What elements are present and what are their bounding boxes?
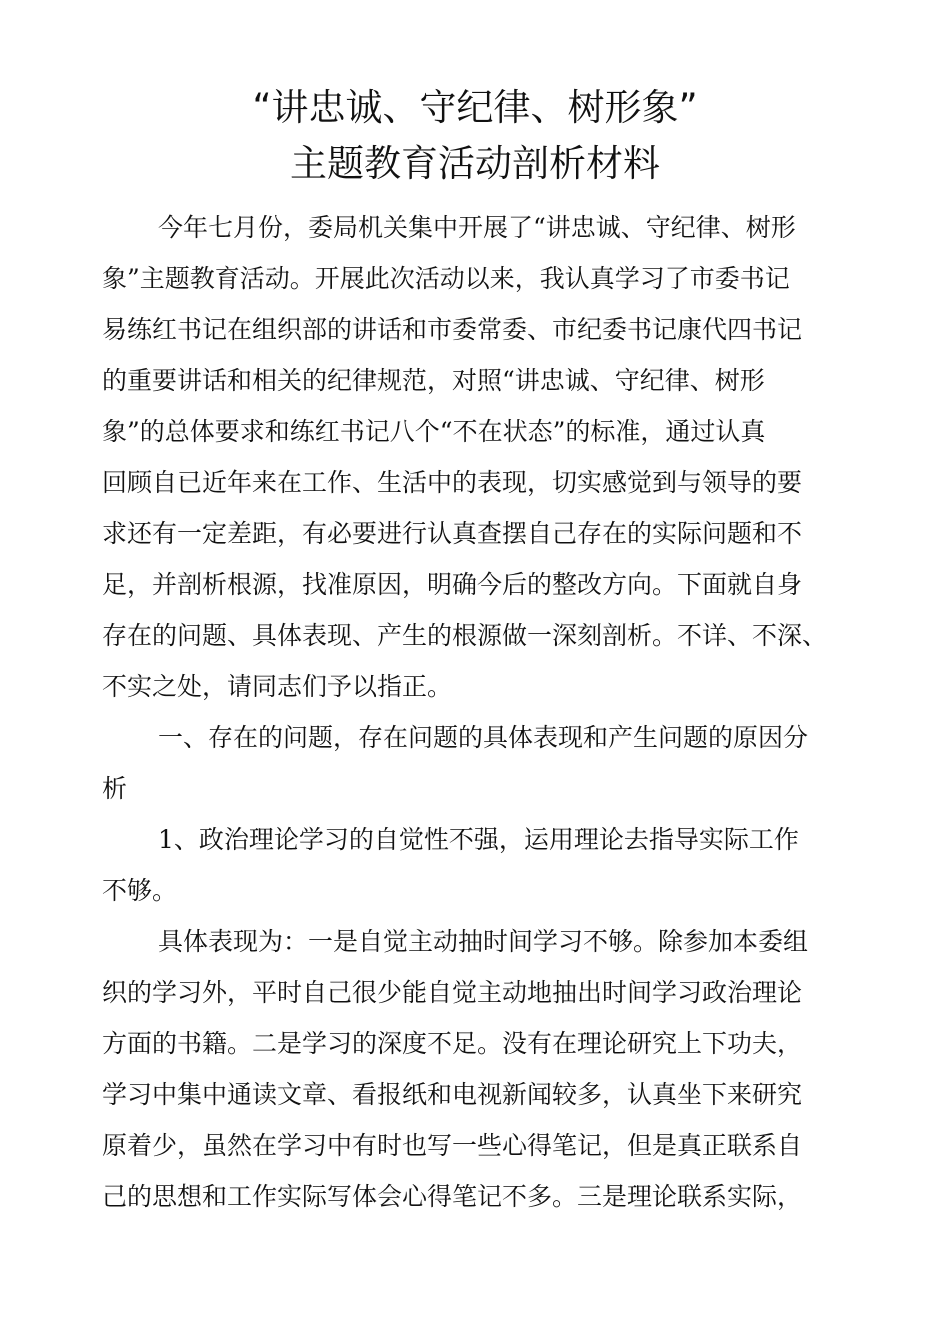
subsection-heading-1: 1、政治理论学习的自觉性不强，运用理论去指导实际工作 <box>158 825 799 854</box>
body-line-2: 象”主题教育活动。开展此次活动以来，我认真学习了市委书记 <box>102 264 790 293</box>
body-line-8: 足，并剖析根源，找准原因，明确今后的整改方向。下面就自身 <box>102 570 803 599</box>
section-heading-1-cont: 析 <box>102 774 128 803</box>
body-line-1: 今年七月份，委局机关集中开展了“讲忠诚、守纪律、树形 <box>158 213 796 242</box>
body-line-12: 织的学习外，平时自己很少能自觉主动地抽出时间学习政治理论 <box>102 978 803 1007</box>
body-line-15: 原着少，虽然在学习中有时也写一些心得笔记，但是真正联系自 <box>102 1131 803 1160</box>
body-line-13: 方面的书籍。二是学习的深度不足。没有在理论研究上下功夫， <box>102 1029 803 1058</box>
body-line-3: 易练红书记在组织部的讲话和市委常委、市纪委书记康代四书记 <box>102 315 803 344</box>
body-line-16: 己的思想和工作实际写体会心得笔记不多。三是理论联系实际， <box>102 1182 803 1211</box>
body-line-14: 学习中集中通读文章、看报纸和电视新闻较多，认真坐下来研究 <box>102 1080 803 1109</box>
body-line-10: 不实之处，请同志们予以指正。 <box>102 672 453 701</box>
body-line-6: 回顾自已近年来在工作、生活中的表现，切实感觉到与领导的要 <box>102 468 803 497</box>
body-line-7: 求还有一定差距，有必要进行认真查摆自己存在的实际问题和不 <box>102 519 803 548</box>
body-line-5: 象”的总体要求和练红书记八个“不在状态”的标准，通过认真 <box>102 417 766 446</box>
section-heading-1: 一、存在的问题，存在问题的具体表现和产生问题的原因分 <box>158 723 809 752</box>
body-line-11: 具体表现为：一是自觉主动抽时间学习不够。除参加本委组 <box>158 927 809 956</box>
document-title-line-1: “讲忠诚、守纪律、树形象” <box>252 86 698 129</box>
body-line-4: 的重要讲话和相关的纪律规范，对照“讲忠诚、守纪律、树形 <box>102 366 765 395</box>
body-line-9: 存在的问题、具体表现、产生的根源做一深刻剖析。不详、不深、 <box>102 621 828 650</box>
subsection-heading-1-cont: 不够。 <box>102 876 178 905</box>
document-title-line-2: 主题教育活动剖析材料 <box>290 142 660 185</box>
